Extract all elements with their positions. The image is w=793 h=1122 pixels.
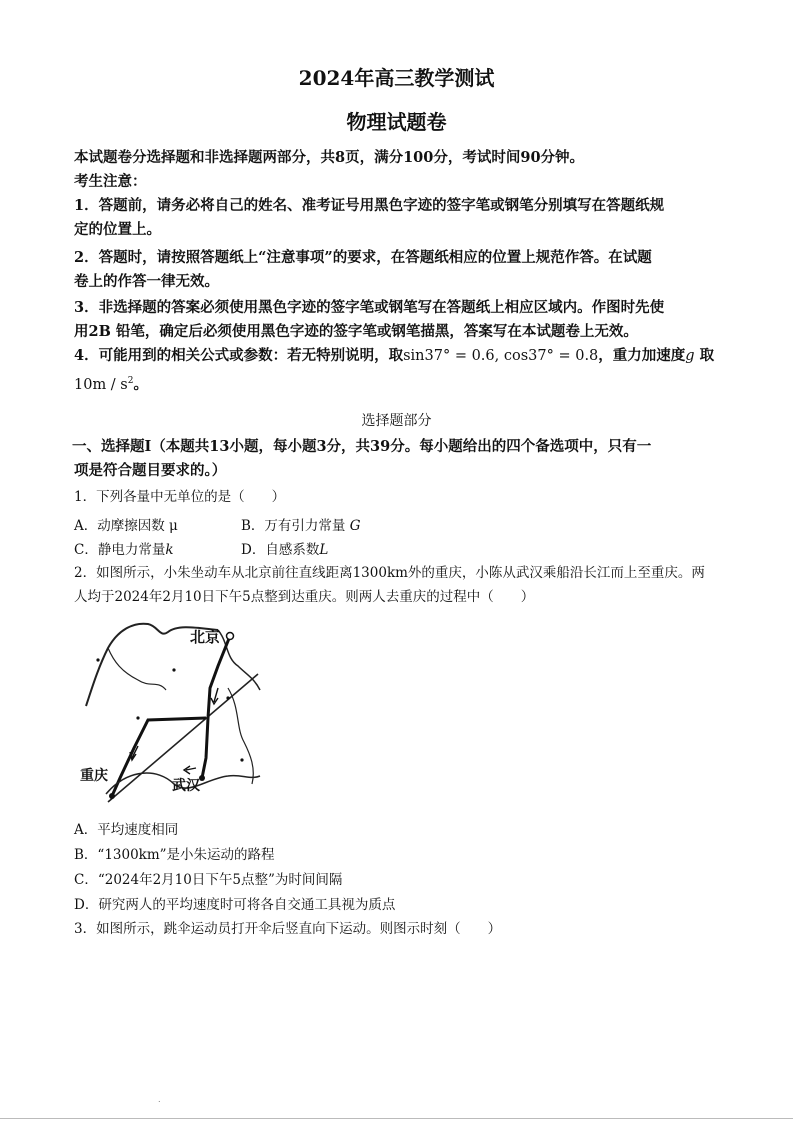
q2-option-c: C．“2024年2月10日下午5点整”为时间间隔 (74, 872, 343, 888)
route-map-figure (78, 618, 268, 814)
part1-heading-cont: 项是符合题目要求的。） (74, 462, 227, 479)
q1-option-c: C．静电力常量k (74, 542, 174, 558)
map-label-wuhan: 武汉 (172, 778, 200, 794)
town-marker (240, 758, 243, 761)
intro-line: 本试题卷分选择题和非选择题两部分，共8页，满分100分，考试时间90分钟。 (74, 149, 585, 166)
notice-line: 2．答题时，请按照答题纸上“注意事项”的要求，在答题纸相应的位置上规范作答。在试题 (74, 249, 652, 266)
notice-4-prefix: 4．可能用到的相关公式或参数：若无特别说明，取 (74, 347, 404, 364)
chongqing-marker (109, 793, 115, 799)
exam-title: 2024年高三教学测试 (298, 66, 495, 90)
beijing-marker (227, 633, 234, 640)
page-bottom-rule (0, 1118, 793, 1119)
section-title: 选择题部分 (361, 413, 432, 429)
q2-option-b: B．“1300km”是小朱运动的路程 (74, 847, 275, 863)
notice-line: 定的位置上。 (74, 221, 161, 238)
map-coast-line (228, 688, 253, 784)
notice-heading: 考生注意： (74, 173, 147, 190)
direction-arrow (211, 688, 218, 704)
town-marker (172, 668, 175, 671)
notice-4-suffix: 取 (694, 347, 715, 364)
gravity-symbol: g (685, 348, 695, 364)
footer-mark: . (158, 1095, 161, 1104)
q2-stem: 2．如图所示，小朱坐动车从北京前往直线距离1300km外的重庆，小陈从武汉乘船沿长江而上至重庆。两 (74, 565, 705, 581)
map-coast-line (218, 630, 260, 690)
town-marker (226, 696, 229, 699)
notice-4-end: 。 (133, 375, 148, 393)
town-marker (136, 716, 139, 719)
rail-route (202, 636, 230, 778)
notice-line: 3．非选择题的答案必须使用黑色字迹的签字笔或钢笔写在答题纸上相应区域内。作图时先使 (74, 299, 665, 316)
notice-line: 用2B 铅笔，确定后必须使用黑色字迹的签字笔或钢笔描黑，答案写在本试题卷上无效。 (74, 323, 638, 340)
exam-subtitle: 物理试题卷 (346, 110, 447, 134)
q2-option-d: D．研究两人的平均速度时可将各自交通工具视为质点 (74, 897, 396, 913)
q2-option-a: A．平均速度相同 (74, 822, 179, 838)
notice-line: 卷上的作答一律无效。 (74, 273, 219, 290)
trig-formula: sin37° = 0.6, cos37° = 0.8 (403, 348, 599, 364)
notice-line: 1．答题前，请务必将自己的姓名、准考证号用黑色字迹的签字笔或钢笔分别填写在答题纸规 (74, 197, 665, 214)
gravity-exponent: 2 (127, 376, 134, 386)
map-border-line (108, 648, 166, 690)
part1-heading: 一、选择题Ⅰ（本题共13小题，每小题3分，共39分。每小题给出的四个备选项中，只有一 (72, 438, 652, 455)
notice-4-line (74, 346, 734, 366)
q1-option-d: D．自感系数L (241, 542, 329, 558)
notice-4-value-line (74, 372, 734, 395)
q2-stem-cont: 人均于2024年2月10日下午5点整到达重庆。则两人去重庆的过程中（ ） (74, 589, 535, 605)
map-label-chongqing: 重庆 (80, 768, 108, 784)
map-label-beijing: 北京 (190, 628, 221, 646)
direction-arrow (184, 766, 196, 774)
gravity-value: 10m / s (74, 376, 128, 393)
town-marker (96, 658, 99, 661)
q3-stem: 3．如图所示，跳伞运动员打开伞后竖直向下运动。则图示时刻（ ） (74, 921, 502, 937)
q1-option-b: B．万有引力常量 G (241, 518, 361, 534)
q1-option-a: A．动摩擦因数 μ (74, 518, 178, 534)
notice-4-middle: ，重力加速度 (598, 347, 686, 364)
q1-stem: 1．下列各量中无单位的是（ ） (74, 489, 286, 505)
